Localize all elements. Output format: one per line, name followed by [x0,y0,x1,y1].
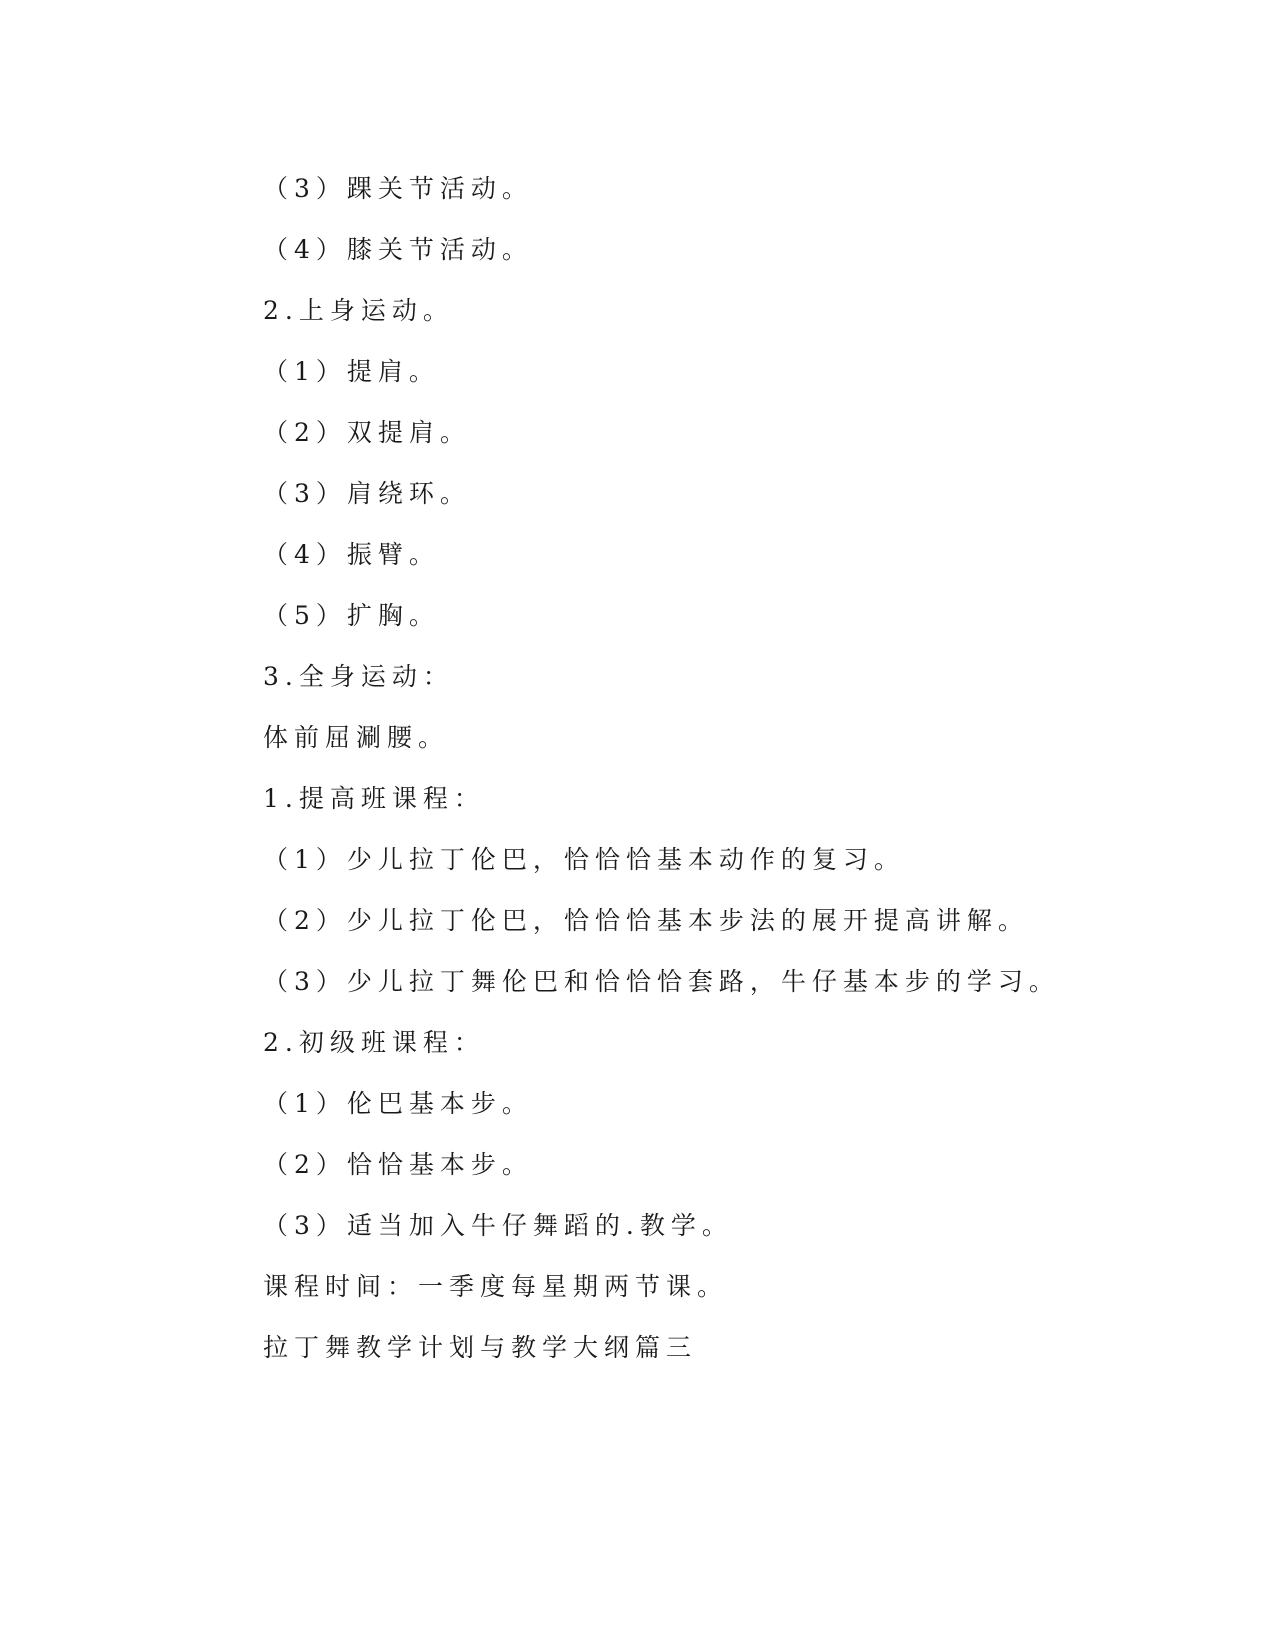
full-body-heading: 3.全身运动： [263,662,454,691]
section-title-part-three: 拉丁舞教学计划与教学大纲篇三 [263,1333,698,1362]
double-shoulder-lift-item: （2）双提肩。 [263,418,471,447]
advanced-item-2: （2）少儿拉丁伦巴，恰恰恰基本步法的展开提高讲解。 [263,906,1029,935]
arm-swing-item: （4）振臂。 [263,540,440,569]
shoulder-lift-item: （1）提肩。 [263,357,440,386]
advanced-class-heading: 1.提高班课程： [263,784,485,813]
upper-body-heading: 2.上身运动。 [263,296,454,325]
beginner-class-heading: 2.初级班课程： [263,1028,485,1057]
knee-joint-item: （4）膝关节活动。 [263,235,533,264]
beginner-item-1: （1）伦巴基本步。 [263,1089,533,1118]
waist-bend-text: 体前屈涮腰。 [263,723,450,752]
beginner-item-2: （2）恰恰基本步。 [263,1150,533,1179]
advanced-item-1: （1）少儿拉丁伦巴，恰恰恰基本动作的复习。 [263,845,905,874]
chest-expansion-item: （5）扩胸。 [263,601,440,630]
ankle-joint-item: （3）踝关节活动。 [263,174,533,203]
course-time-text: 课程时间：一季度每星期两节课。 [263,1272,729,1301]
beginner-item-3: （3）适当加入牛仔舞蹈的.教学。 [263,1211,733,1240]
advanced-item-3: （3）少儿拉丁舞伦巴和恰恰恰套路，牛仔基本步的学习。 [263,967,1060,996]
shoulder-circle-item: （3）肩绕环。 [263,479,471,508]
